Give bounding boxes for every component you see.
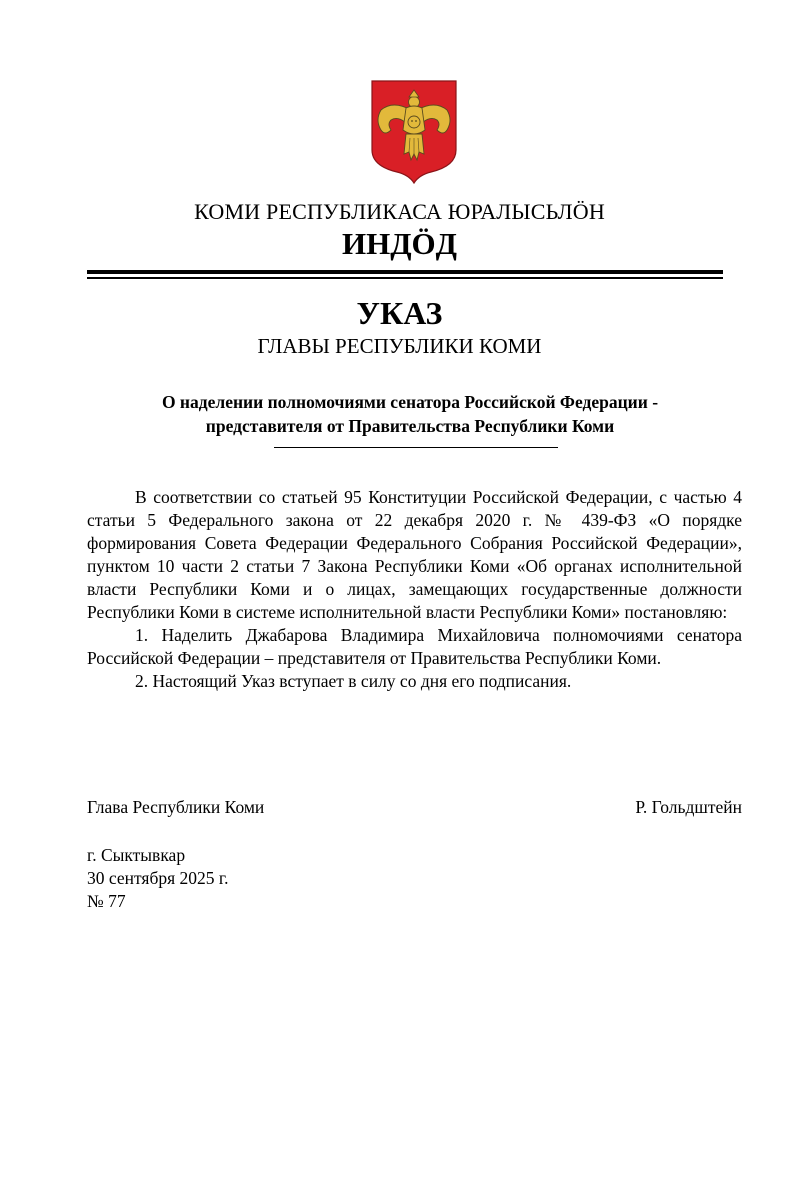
document-heading-line-2: представителя от Правительства Республики Коми [205,416,615,436]
header-indod: ИНДӦД [342,226,457,261]
header-divider-thin [87,277,723,279]
document-heading [90,390,730,438]
issue-city: г. Сыктывкар [87,845,186,865]
document-issuer: ГЛАВЫ РЕСПУБЛИКИ КОМИ [257,334,542,358]
document-number: № 77 [87,891,126,911]
document-body [87,486,742,693]
issue-date: 30 сентября 2025 г. [87,868,229,888]
signatory-position: Глава Республики Коми [87,797,265,817]
signatory-name: Р. Гольдштейн [635,797,742,817]
body-paragraph-preamble: В соответствии со статьей 95 Конституции Российской Федерации, с частью 4 статьи 5 Федерального закона от 22 декабря 2020 г. № 439-ФЗ «О порядке формирования Совета Федерации Федерального Собрания Российской Федерации», пунктом 10 части 2 статьи 7 Закона Республики Коми «Об органах исполнительной власти Республики Коми и о лицах, замещающих государственные должности Республики Коми в системе исполнительной власти Республики Коми» постановляю: [87,487,742,622]
body-paragraph-item-1: 1. Наделить Джабарова Владимира Михайловича полномочиями сенатора Российской Федерации – представителя от Правительства Республики Коми. [87,625,742,668]
place-date-number [87,844,229,913]
document-heading-line-1: О наделении полномочиями сенатора Российской Федерации - [161,392,659,412]
header-divider-thick [87,270,723,274]
body-paragraph-item-2: 2. Настоящий Указ вступает в силу со дня его подписания. [135,671,572,691]
heading-underline [274,447,558,448]
document-type-title: УКАЗ [356,295,443,331]
coat-of-arms-icon [371,80,457,184]
header-republic-komi-language: КОМИ РЕСПУБЛИКАСА ЮРАЛЫСЬЛӦН [194,199,605,224]
